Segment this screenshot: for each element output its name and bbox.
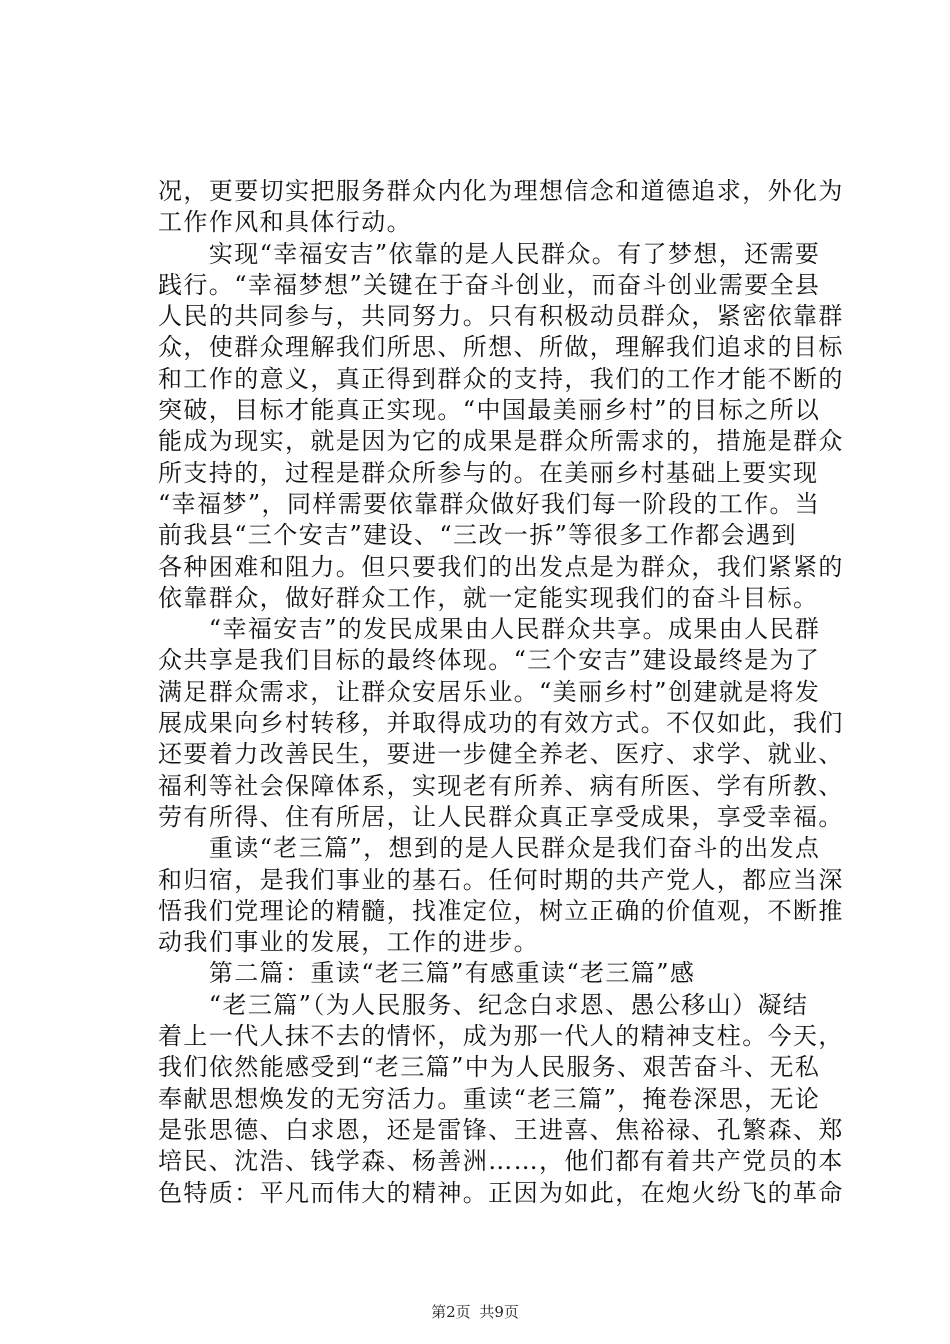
text-line: “幸福梦”，同样需要依靠群众做好我们每一阶段的工作。当 [158, 489, 821, 518]
text-line: “老三篇”（为人民服务、纪念白求恩、愚公移山）凝结 [158, 990, 809, 1019]
text-line: 福利等社会保障体系，实现老有所养、病有所医、学有所教、 [158, 771, 844, 800]
text-line: 践行。“幸福梦想”关键在于奋斗创业，而奋斗创业需要全县 [158, 270, 821, 299]
text-line: 培民、沈浩、钱学森、杨善洲……，他们都有着共产党员的本 [158, 1147, 844, 1176]
text-line: 依靠群众，做好群众工作，就一定能实现我们的奋斗目标。 [158, 583, 819, 612]
document-body [158, 176, 844, 1209]
text-line: 还要着力改善民生，要进一步健全养老、医疗、求学、就业、 [158, 740, 844, 769]
text-line: 着上一代人抹不去的情怀，成为那一代人的精神支柱。今天， [158, 1022, 844, 1051]
text-line: 众，使群众理解我们所思、所想、所做，理解我们追求的目标 [158, 333, 844, 362]
text-line: 况，更要切实把服务群众内化为理想信念和道德追求，外化为 [158, 177, 844, 205]
text-line: 我们依然能感受到“老三篇”中为人民服务、艰苦奋斗、无私 [158, 1053, 821, 1082]
text-line: 是张思德、白求恩，还是雷锋、王进喜、焦裕禄、孔繁森、郑 [158, 1115, 844, 1144]
text-line: 众共享是我们目标的最终体现。“三个安吉”建设最终是为了 [158, 646, 821, 675]
text-line: 悟我们党理论的精髓，找准定位，树立正确的价值观，不断推 [158, 896, 844, 925]
text-line: 展成果向乡村转移，并取得成功的有效方式。不仅如此，我们 [158, 709, 844, 738]
text-line: 重读“老三篇”，想到的是人民群众是我们奋斗的出发点 [158, 834, 821, 863]
text-line: 突破，目标才能真正实现。“中国最美丽乡村”的目标之所以 [158, 396, 821, 425]
text-line: 人民的共同参与，共同努力。只有积极动员群众，紧密依靠群 [158, 302, 844, 331]
page-number: 第2页 [431, 1303, 471, 1321]
text-line: 色特质：平凡而伟大的精神。正因为如此，在炮火纷飞的革命 [158, 1178, 844, 1207]
text-line: 劳有所得、住有所居，让人民群众真正享受成果，享受幸福。 [158, 802, 844, 831]
text-line: 和归宿，是我们事业的基石。任何时期的共产党人，都应当深 [158, 865, 844, 894]
text-line: 满足群众需求，让群众安居乐业。“美丽乡村”创建就是将发 [158, 677, 821, 706]
text-line: 奉献思想焕发的无穷活力。重读“老三篇”，掩卷深思，无论 [158, 1084, 821, 1113]
page-footer [0, 1301, 950, 1322]
text-line: 所支持的，过程是群众所参与的。在美丽乡村基础上要实现 [158, 458, 819, 487]
text-line: 前我县“三个安吉”建设、“三改一拆”等很多工作都会遇到 [158, 521, 797, 550]
page-total: 共9页 [479, 1303, 519, 1321]
text-line: 实现“幸福安吉”依靠的是人民群众。有了梦想，还需要 [158, 239, 821, 268]
text-line: “幸福安吉”的发民成果由人民群众共享。成果由人民群 [158, 615, 821, 644]
text-line: 工作作风和具体行动。 [158, 208, 412, 237]
text-line: 第二篇：重读“老三篇”有感重读“老三篇”感 [158, 959, 696, 988]
text-line: 各种困难和阻力。但只要我们的出发点是为群众，我们紧紧的 [158, 552, 844, 581]
text-line: 能成为现实，就是因为它的成果是群众所需求的，措施是群众 [158, 427, 844, 456]
text-line: 和工作的意义，真正得到群众的支持，我们的工作才能不断的 [158, 364, 844, 393]
text-line: 动我们事业的发展，工作的进步。 [158, 928, 539, 957]
